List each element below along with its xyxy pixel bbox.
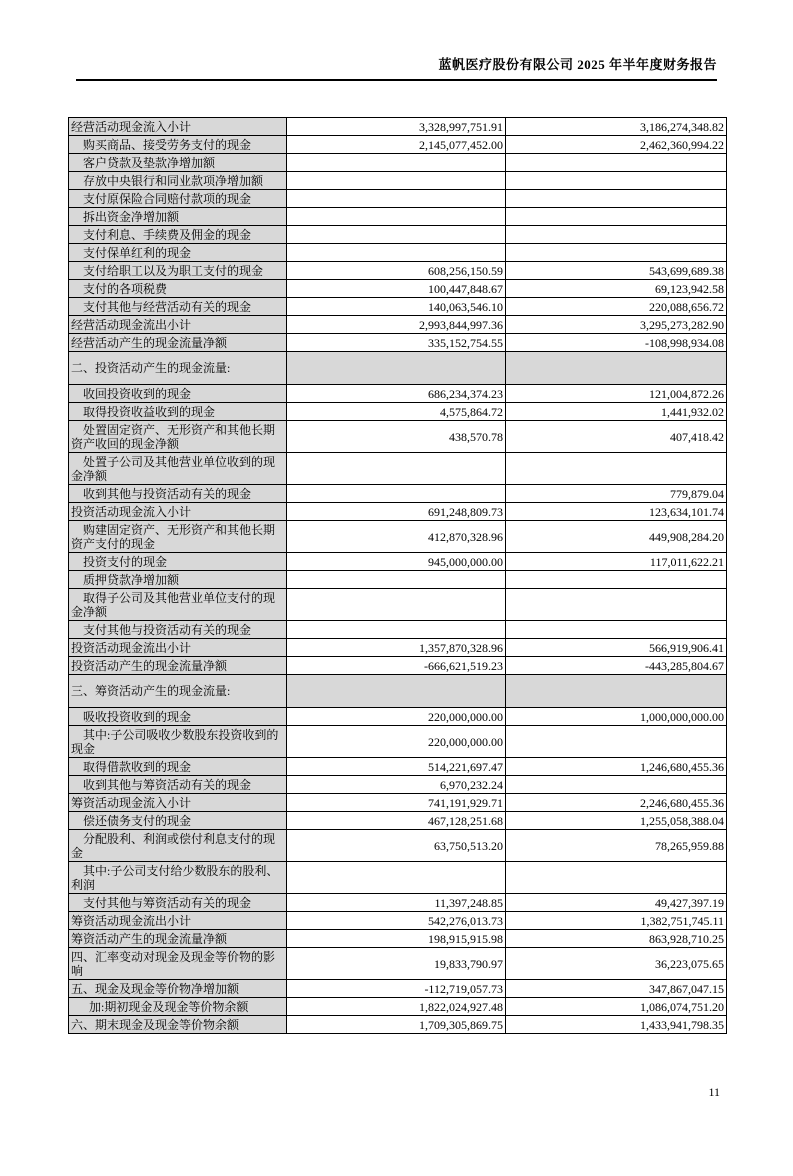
amount-prior-period: 1,000,000,000.00	[506, 708, 727, 726]
amount-current-period	[287, 571, 506, 589]
cash-flow-table-body	[69, 118, 727, 1034]
table-row	[69, 758, 727, 776]
row-label: 支付的各项税费	[69, 280, 287, 298]
row-label: 购建固定资产、无形资产和其他长期资产支付的现金	[69, 521, 287, 553]
amount-prior-period: 123,634,101.74	[506, 503, 727, 521]
amount-prior-period: 449,908,284.20	[506, 521, 727, 553]
table-row	[69, 190, 727, 208]
row-label: 支付原保险合同赔付款项的现金	[69, 190, 287, 208]
amount-current-period: 140,063,546.10	[287, 298, 506, 316]
amount-prior-period: 566,919,906.41	[506, 639, 727, 657]
amount-prior-period	[506, 226, 727, 244]
table-row	[69, 621, 727, 639]
row-label: 加:期初现金及现金等价物余额	[69, 998, 287, 1016]
amount-prior-period	[506, 776, 727, 794]
table-row	[69, 708, 727, 726]
amount-current-period	[287, 485, 506, 503]
amount-prior-period	[506, 244, 727, 262]
table-row	[69, 298, 727, 316]
row-label: 其中:子公司支付给少数股东的股利、利润	[69, 862, 287, 894]
row-label: 偿还债务支付的现金	[69, 812, 287, 830]
amount-current-period: 686,234,374.23	[287, 385, 506, 403]
table-row	[69, 657, 727, 675]
amount-current-period	[287, 352, 506, 385]
amount-prior-period	[506, 621, 727, 639]
row-label: 二、投资活动产生的现金流量:	[69, 352, 287, 385]
amount-current-period: 198,915,915.98	[287, 930, 506, 948]
amount-prior-period: 1,246,680,455.36	[506, 758, 727, 776]
row-label: 五、现金及现金等价物净增加额	[69, 980, 287, 998]
amount-prior-period	[506, 154, 727, 172]
amount-current-period: 514,221,697.47	[287, 758, 506, 776]
amount-current-period: 63,750,513.20	[287, 830, 506, 862]
amount-prior-period	[506, 589, 727, 621]
table-row	[69, 226, 727, 244]
amount-current-period: 4,575,864.72	[287, 403, 506, 421]
amount-prior-period: -443,285,804.67	[506, 657, 727, 675]
row-label: 经营活动现金流出小计	[69, 316, 287, 334]
amount-prior-period: 117,011,622.21	[506, 553, 727, 571]
amount-prior-period: 78,265,959.88	[506, 830, 727, 862]
amount-prior-period: 2,462,360,994.22	[506, 136, 727, 154]
amount-current-period	[287, 208, 506, 226]
amount-prior-period: 543,699,689.38	[506, 262, 727, 280]
amount-prior-period	[506, 172, 727, 190]
amount-current-period: 691,248,809.73	[287, 503, 506, 521]
row-label: 支付保单红利的现金	[69, 244, 287, 262]
amount-prior-period	[506, 862, 727, 894]
row-label: 客户贷款及垫款净增加额	[69, 154, 287, 172]
amount-current-period: 2,993,844,997.36	[287, 316, 506, 334]
row-label: 投资活动产生的现金流量净额	[69, 657, 287, 675]
row-label: 六、期末现金及现金等价物余额	[69, 1016, 287, 1034]
table-row	[69, 998, 727, 1016]
amount-prior-period: 220,088,656.72	[506, 298, 727, 316]
table-row	[69, 948, 727, 980]
row-label: 取得借款收到的现金	[69, 758, 287, 776]
table-row	[69, 118, 727, 136]
amount-current-period	[287, 621, 506, 639]
amount-prior-period: 347,867,047.15	[506, 980, 727, 998]
table-row	[69, 894, 727, 912]
table-row	[69, 639, 727, 657]
amount-prior-period: 1,255,058,388.04	[506, 812, 727, 830]
table-row	[69, 262, 727, 280]
amount-prior-period	[506, 726, 727, 758]
table-row	[69, 172, 727, 190]
table-row	[69, 280, 727, 298]
table-row	[69, 1016, 727, 1034]
row-label: 支付其他与筹资活动有关的现金	[69, 894, 287, 912]
amount-current-period: 220,000,000.00	[287, 726, 506, 758]
amount-current-period	[287, 226, 506, 244]
table-row	[69, 316, 727, 334]
table-row	[69, 794, 727, 812]
amount-current-period: 412,870,328.96	[287, 521, 506, 553]
amount-current-period: 542,276,013.73	[287, 912, 506, 930]
row-label: 收回投资收到的现金	[69, 385, 287, 403]
amount-current-period: 220,000,000.00	[287, 708, 506, 726]
row-label: 支付利息、手续费及佣金的现金	[69, 226, 287, 244]
table-row	[69, 571, 727, 589]
table-row	[69, 862, 727, 894]
amount-current-period: 11,397,248.85	[287, 894, 506, 912]
amount-current-period: 1,822,024,927.48	[287, 998, 506, 1016]
amount-prior-period: 36,223,075.65	[506, 948, 727, 980]
amount-current-period: 19,833,790.97	[287, 948, 506, 980]
amount-current-period: 3,328,997,751.91	[287, 118, 506, 136]
report-header-title: 蓝帆医疗股份有限公司 2025 年半年度财务报告	[438, 57, 717, 72]
row-label: 支付给职工以及为职工支付的现金	[69, 262, 287, 280]
row-label: 三、筹资活动产生的现金流量:	[69, 675, 287, 708]
row-label: 存放中央银行和同业款项净增加额	[69, 172, 287, 190]
table-row	[69, 812, 727, 830]
row-label: 其中:子公司吸收少数股东投资收到的现金	[69, 726, 287, 758]
amount-current-period: 2,145,077,452.00	[287, 136, 506, 154]
table-row	[69, 453, 727, 485]
amount-current-period	[287, 453, 506, 485]
row-label: 筹资活动现金流出小计	[69, 912, 287, 930]
amount-current-period	[287, 190, 506, 208]
table-row	[69, 208, 727, 226]
amount-prior-period: 1,382,751,745.11	[506, 912, 727, 930]
row-label: 四、汇率变动对现金及现金等价物的影响	[69, 948, 287, 980]
row-label: 经营活动产生的现金流量净额	[69, 334, 287, 352]
row-label: 取得投资收益收到的现金	[69, 403, 287, 421]
row-label: 分配股利、利润或偿付利息支付的现金	[69, 830, 287, 862]
report-page	[0, 54, 793, 1099]
amount-current-period: 741,191,929.71	[287, 794, 506, 812]
amount-prior-period: 121,004,872.26	[506, 385, 727, 403]
amount-prior-period: 863,928,710.25	[506, 930, 727, 948]
row-label: 投资活动现金流入小计	[69, 503, 287, 521]
table-row	[69, 912, 727, 930]
amount-current-period: 608,256,150.59	[287, 262, 506, 280]
table-row	[69, 553, 727, 571]
row-label: 经营活动现金流入小计	[69, 118, 287, 136]
row-label: 处置固定资产、无形资产和其他长期资产收回的现金净额	[69, 421, 287, 453]
row-label: 购买商品、接受劳务支付的现金	[69, 136, 287, 154]
row-label: 处置子公司及其他营业单位收到的现金净额	[69, 453, 287, 485]
table-row	[69, 421, 727, 453]
row-label: 投资支付的现金	[69, 553, 287, 571]
amount-current-period: 945,000,000.00	[287, 553, 506, 571]
row-label: 拆出资金净增加额	[69, 208, 287, 226]
amount-current-period	[287, 154, 506, 172]
amount-prior-period: 49,427,397.19	[506, 894, 727, 912]
amount-prior-period: 3,295,273,282.90	[506, 316, 727, 334]
row-label: 投资活动现金流出小计	[69, 639, 287, 657]
row-label: 质押贷款净增加额	[69, 571, 287, 589]
amount-current-period: 6,970,232.24	[287, 776, 506, 794]
table-row	[69, 830, 727, 862]
amount-current-period	[287, 675, 506, 708]
page-header	[76, 54, 717, 81]
amount-prior-period: 2,246,680,455.36	[506, 794, 727, 812]
amount-current-period: 467,128,251.68	[287, 812, 506, 830]
amount-current-period: -666,621,519.23	[287, 657, 506, 675]
table-row	[69, 521, 727, 553]
amount-prior-period: 3,186,274,348.82	[506, 118, 727, 136]
row-label: 支付其他与投资活动有关的现金	[69, 621, 287, 639]
row-label: 收到其他与投资活动有关的现金	[69, 485, 287, 503]
amount-prior-period	[506, 190, 727, 208]
table-row	[69, 485, 727, 503]
row-label: 收到其他与筹资活动有关的现金	[69, 776, 287, 794]
table-row	[69, 334, 727, 352]
amount-prior-period	[506, 675, 727, 708]
amount-prior-period	[506, 453, 727, 485]
table-row	[69, 589, 727, 621]
row-label: 取得子公司及其他营业单位支付的现金净额	[69, 589, 287, 621]
amount-current-period: 438,570.78	[287, 421, 506, 453]
table-row	[69, 154, 727, 172]
amount-prior-period: 1,433,941,798.35	[506, 1016, 727, 1034]
amount-current-period: 1,709,305,869.75	[287, 1016, 506, 1034]
amount-prior-period: 69,123,942.58	[506, 280, 727, 298]
table-row	[69, 385, 727, 403]
table-row	[69, 503, 727, 521]
amount-current-period	[287, 244, 506, 262]
amount-prior-period	[506, 571, 727, 589]
table-row	[69, 980, 727, 998]
row-label: 支付其他与经营活动有关的现金	[69, 298, 287, 316]
amount-prior-period	[506, 352, 727, 385]
amount-prior-period	[506, 208, 727, 226]
amount-current-period	[287, 589, 506, 621]
table-row	[69, 930, 727, 948]
amount-current-period: 100,447,848.67	[287, 280, 506, 298]
table-row	[69, 244, 727, 262]
page-number: 11	[708, 1085, 720, 1099]
amount-prior-period: 407,418.42	[506, 421, 727, 453]
cash-flow-statement-table	[68, 117, 727, 1034]
section-row	[69, 675, 727, 708]
amount-current-period	[287, 172, 506, 190]
table-row	[69, 726, 727, 758]
amount-current-period	[287, 862, 506, 894]
table-row	[69, 776, 727, 794]
table-row	[69, 403, 727, 421]
row-label: 筹资活动现金流入小计	[69, 794, 287, 812]
section-row	[69, 352, 727, 385]
amount-current-period: -112,719,057.73	[287, 980, 506, 998]
amount-prior-period: -108,998,934.08	[506, 334, 727, 352]
table-row	[69, 136, 727, 154]
amount-prior-period: 779,879.04	[506, 485, 727, 503]
amount-prior-period: 1,086,074,751.20	[506, 998, 727, 1016]
row-label: 吸收投资收到的现金	[69, 708, 287, 726]
amount-prior-period: 1,441,932.02	[506, 403, 727, 421]
row-label: 筹资活动产生的现金流量净额	[69, 930, 287, 948]
amount-current-period: 1,357,870,328.96	[287, 639, 506, 657]
amount-current-period: 335,152,754.55	[287, 334, 506, 352]
